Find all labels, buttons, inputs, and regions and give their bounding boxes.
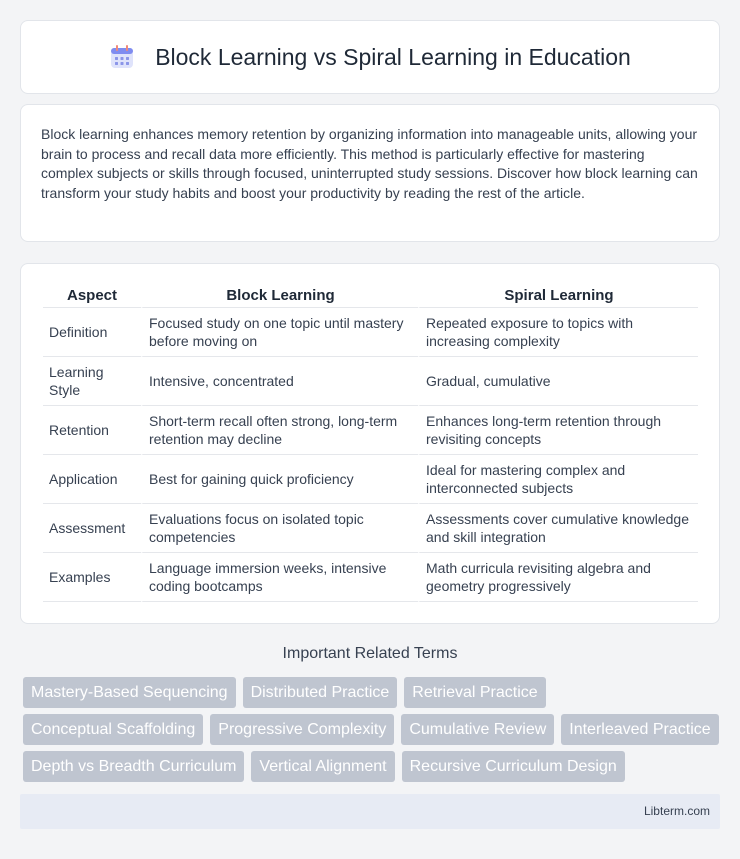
intro-card — [20, 104, 720, 242]
table-cell: Short-term recall often strong, long-term retention may decline — [141, 406, 418, 455]
column-header-block: Block Learning — [141, 284, 418, 308]
title-card — [20, 20, 720, 94]
table-cell: Repeated exposure to topics with increasing complexity — [418, 308, 698, 357]
related-term-tag[interactable]: Vertical Alignment — [251, 751, 394, 782]
table-row — [43, 406, 698, 455]
table-cell: Examples — [43, 553, 141, 602]
table-row — [43, 455, 698, 504]
comparison-card — [20, 263, 720, 624]
table-cell: Best for gaining quick proficiency — [141, 455, 418, 504]
column-header-spiral: Spiral Learning — [418, 284, 698, 308]
table-cell: Focused study on one topic until mastery before moving on — [141, 308, 418, 357]
table-cell: Learning Style — [43, 357, 141, 406]
calendar-icon — [109, 44, 135, 70]
table-cell: Intensive, concentrated — [141, 357, 418, 406]
tag-row — [23, 714, 723, 745]
comparison-table — [43, 284, 698, 602]
related-term-tag[interactable]: Conceptual Scaffolding — [23, 714, 203, 745]
intro-paragraph: Block learning enhances memory retention by organizing information into manageable units, allowing your brain to process and recall data more efficiently. This method is particularly effective for mastering complex subjects or skills through focused, uninterrupted study sessions. Discover how block learning can transform your study habits and boost your productivity by reading the rest of the article. — [41, 126, 698, 201]
table-cell: Retention — [43, 406, 141, 455]
related-term-tag[interactable]: Recursive Curriculum Design — [402, 751, 625, 782]
table-cell: Gradual, cumulative — [418, 357, 698, 406]
tag-row — [23, 751, 723, 782]
footer — [20, 794, 720, 829]
related-term-tag[interactable]: Cumulative Review — [401, 714, 554, 745]
related-terms-heading: Important Related Terms — [282, 645, 458, 662]
related-term-tag[interactable]: Progressive Complexity — [210, 714, 394, 745]
table-cell: Math curricula revisiting algebra and geometry progressively — [418, 553, 698, 602]
footer-site-link[interactable]: Libterm.com — [643, 804, 710, 818]
table-cell: Ideal for mastering complex and interconnected subjects — [418, 455, 698, 504]
page-title: Block Learning vs Spiral Learning in Education — [155, 43, 631, 70]
table-cell: Enhances long-term retention through revisiting concepts — [418, 406, 698, 455]
related-term-tag[interactable]: Distributed Practice — [243, 677, 398, 708]
table-row — [43, 504, 698, 553]
tag-row — [23, 677, 723, 708]
table-header-row — [43, 284, 698, 308]
table-row — [43, 357, 698, 406]
table-cell: Assessments cover cumulative knowledge and skill integration — [418, 504, 698, 553]
table-row — [43, 553, 698, 602]
related-term-tag[interactable]: Interleaved Practice — [561, 714, 718, 745]
table-cell: Application — [43, 455, 141, 504]
table-cell: Assessment — [43, 504, 141, 553]
table-cell: Evaluations focus on isolated topic competencies — [141, 504, 418, 553]
table-row — [43, 308, 698, 357]
table-cell: Language immersion weeks, intensive coding bootcamps — [141, 553, 418, 602]
related-term-tag[interactable]: Mastery-Based Sequencing — [23, 677, 236, 708]
column-header-aspect: Aspect — [43, 284, 141, 308]
related-terms-list — [23, 677, 723, 788]
related-term-tag[interactable]: Depth vs Breadth Curriculum — [23, 751, 244, 782]
related-term-tag[interactable]: Retrieval Practice — [404, 677, 545, 708]
table-cell: Definition — [43, 308, 141, 357]
